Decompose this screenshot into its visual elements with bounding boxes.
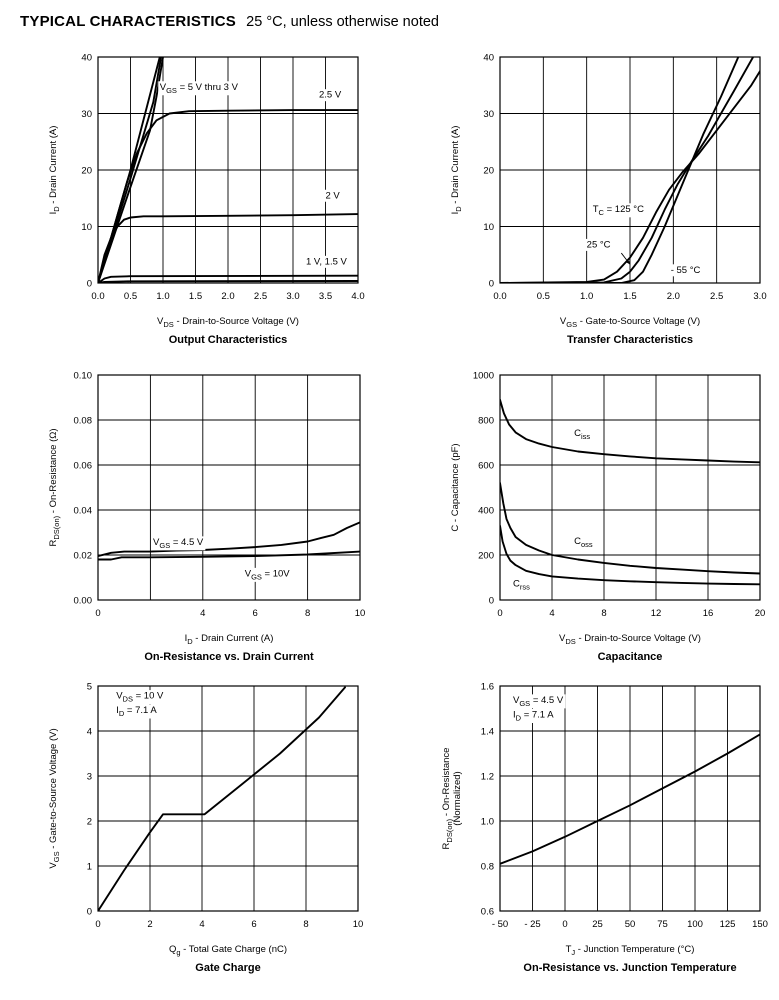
y-axis-label-line2: (Normalized) xyxy=(452,771,463,826)
x-tick-label: 6 xyxy=(252,608,258,619)
y-tick-label: 2 xyxy=(86,816,92,828)
x-tick-label: 100 xyxy=(687,919,703,930)
curve-label: VGS = 4.5 V xyxy=(513,694,564,708)
x-tick-label: 4 xyxy=(549,608,555,619)
y-tick-label: 10 xyxy=(483,222,494,233)
y-axis-label-text: C - Capacitance (pF) xyxy=(450,443,461,532)
x-axis-label: VGS - Gate-to-Source Voltage (V) xyxy=(559,316,701,329)
y-axis-label xyxy=(48,126,61,215)
y-tick-label: 0.04 xyxy=(73,505,92,517)
curve-label: VDS = 10 V xyxy=(116,690,164,704)
chart-title: Gate Charge xyxy=(195,962,261,974)
x-tick-label: 10 xyxy=(352,919,364,930)
x-tick-label: 2.5 xyxy=(253,291,268,302)
y-tick-label: 20 xyxy=(483,165,494,177)
x-tick-label: 1.0 xyxy=(580,291,594,302)
page-title-subtitle: 25 °C, unless otherwise noted xyxy=(246,14,439,30)
y-tick-label: 4 xyxy=(86,726,92,738)
chart-output xyxy=(48,53,365,347)
chart-capacitance xyxy=(450,371,765,664)
x-axis-label: VDS - Drain-to-Source Voltage (V) xyxy=(559,633,701,646)
y-tick-label: 20 xyxy=(81,165,92,177)
y-tick-label: 0.02 xyxy=(73,550,92,562)
y-tick-label: 0 xyxy=(488,595,494,607)
y-tick-label: 200 xyxy=(478,550,494,562)
y-tick-label: 0.6 xyxy=(480,906,494,918)
x-axis-label: TJ - Junction Temperature (°C) xyxy=(565,944,695,957)
y-tick-label: 0 xyxy=(488,278,494,290)
x-tick-label: 1.5 xyxy=(188,291,203,302)
x-tick-label: 12 xyxy=(650,608,662,619)
curve-label: Coss xyxy=(574,535,593,549)
x-tick-label: 20 xyxy=(754,608,766,619)
chart-title: Output Characteristics xyxy=(168,334,288,346)
curve-label: 1 V, 1.5 V xyxy=(306,256,347,268)
x-tick-label: 6 xyxy=(251,919,257,930)
y-tick-label: 0.06 xyxy=(73,460,92,472)
x-tick-label: 3.0 xyxy=(286,291,300,302)
chart-rds-vs-id xyxy=(48,371,365,664)
x-tick-label: 4 xyxy=(200,608,206,619)
x-tick-label: 4.0 xyxy=(351,291,365,302)
y-tick-label: 400 xyxy=(478,505,494,517)
y-axis-label xyxy=(441,748,463,850)
x-tick-label: 0.0 xyxy=(91,291,105,302)
x-tick-label: 16 xyxy=(702,608,714,619)
plot-area xyxy=(98,686,358,911)
x-tick-label: 0 xyxy=(95,608,101,619)
x-tick-label: 75 xyxy=(657,919,668,930)
x-tick-label: 2.0 xyxy=(221,291,235,302)
x-tick-label: 2.0 xyxy=(666,291,680,302)
x-tick-label: 4 xyxy=(199,919,205,930)
y-tick-label: 10 xyxy=(81,222,92,233)
chart-rds-vs-tj xyxy=(441,682,768,975)
x-tick-label: 0.5 xyxy=(123,291,138,302)
x-tick-label: 150 xyxy=(752,919,768,930)
y-tick-label: 0.8 xyxy=(480,861,494,873)
x-tick-label: 3.0 xyxy=(753,291,767,302)
y-tick-label: 1 xyxy=(86,861,92,873)
y-tick-label: 1.2 xyxy=(480,771,494,783)
curve-label: Ciss xyxy=(574,427,591,441)
curve-label: - 55 °C xyxy=(670,264,701,276)
curve-label: VGS = 4.5 V xyxy=(153,536,204,550)
y-tick-label: 1000 xyxy=(472,370,494,382)
chart-title: On-Resistance vs. Junction Temperature xyxy=(523,962,737,974)
x-tick-label: 1.5 xyxy=(623,291,637,302)
chart-gate-charge xyxy=(48,682,363,975)
x-tick-label: 0 xyxy=(562,919,568,930)
chart-transfer xyxy=(450,53,769,347)
y-axis-label-text: ID - Drain Current (A) xyxy=(450,125,463,215)
curve-label: VGS = 10V xyxy=(244,568,290,582)
y-tick-label: 800 xyxy=(478,415,494,427)
y-axis-label-text: ID - Drain Current (A) xyxy=(48,125,61,215)
x-tick-label: 2 xyxy=(147,919,153,930)
curve-label: 2 V xyxy=(325,190,340,202)
curve-label: ID = 7.1 A xyxy=(513,709,554,723)
x-axis-label: ID - Drain Current (A) xyxy=(184,633,274,646)
chart-title: On-Resistance vs. Drain Current xyxy=(144,651,314,663)
y-tick-label: 40 xyxy=(81,52,92,64)
x-tick-label: 0.5 xyxy=(536,291,550,302)
plot-area xyxy=(98,375,360,600)
x-tick-label: 8 xyxy=(303,919,309,930)
y-tick-label: 30 xyxy=(81,109,92,120)
chart-title: Transfer Characteristics xyxy=(567,334,693,346)
y-tick-label: 1.0 xyxy=(480,816,494,828)
x-tick-label: 10 xyxy=(354,608,366,619)
y-axis-label-text: VGS - Gate-to-Source Voltage (V) xyxy=(48,728,61,869)
y-tick-label: 5 xyxy=(86,681,92,693)
curve-label: 25 °C xyxy=(586,239,611,251)
x-tick-label: 25 xyxy=(592,919,603,930)
x-tick-label: 3.5 xyxy=(318,291,333,302)
x-tick-label: - 50 xyxy=(491,919,509,930)
curve-label: VGS = 5 V thru 3 V xyxy=(159,81,238,95)
chart-title: Capacitance xyxy=(597,651,663,663)
x-tick-label: 125 xyxy=(719,919,736,930)
x-tick-label: 0 xyxy=(497,608,503,619)
page-title-heading: TYPICAL CHARACTERISTICS xyxy=(20,13,236,30)
y-tick-label: 0 xyxy=(86,278,92,290)
curve-label: ID = 7.1 A xyxy=(116,705,157,718)
x-axis-label: VDS - Drain-to-Source Voltage (V) xyxy=(157,316,299,329)
x-tick-label: 8 xyxy=(601,608,607,619)
x-tick-label: 0 xyxy=(95,919,101,930)
y-tick-label: 1.4 xyxy=(480,726,494,738)
y-tick-label: 0.10 xyxy=(73,370,92,382)
curve-label: TC = 125 °C xyxy=(592,203,644,217)
y-axis-label xyxy=(48,728,61,868)
x-tick-label: 1.0 xyxy=(156,291,170,302)
y-tick-label: 0.08 xyxy=(73,415,92,427)
x-tick-label: 8 xyxy=(304,608,311,619)
y-tick-label: 0.00 xyxy=(73,595,92,607)
x-tick-label: - 25 xyxy=(524,919,541,930)
y-tick-label: 0 xyxy=(86,906,92,918)
x-axis-label: Qg - Total Gate Charge (nC) xyxy=(168,944,288,957)
y-axis-label-line1: RDS(on) - On-Resistance xyxy=(441,747,454,850)
curve-label: Crss xyxy=(513,578,530,592)
y-tick-label: 40 xyxy=(483,52,494,64)
x-tick-label: 50 xyxy=(624,919,636,930)
y-tick-label: 30 xyxy=(483,109,494,120)
curve-label: 2.5 V xyxy=(319,89,342,101)
x-tick-label: 2.5 xyxy=(710,291,724,302)
y-axis-label xyxy=(48,429,61,547)
x-tick-label: 0.0 xyxy=(493,291,507,302)
y-axis-label-text: RDS(on) - On-Resistance (Ω) xyxy=(48,428,61,547)
y-tick-label: 600 xyxy=(478,460,494,472)
y-axis-label xyxy=(450,126,463,215)
y-tick-label: 1.6 xyxy=(480,681,494,693)
y-axis-label xyxy=(450,443,461,531)
y-tick-label: 3 xyxy=(86,771,92,783)
